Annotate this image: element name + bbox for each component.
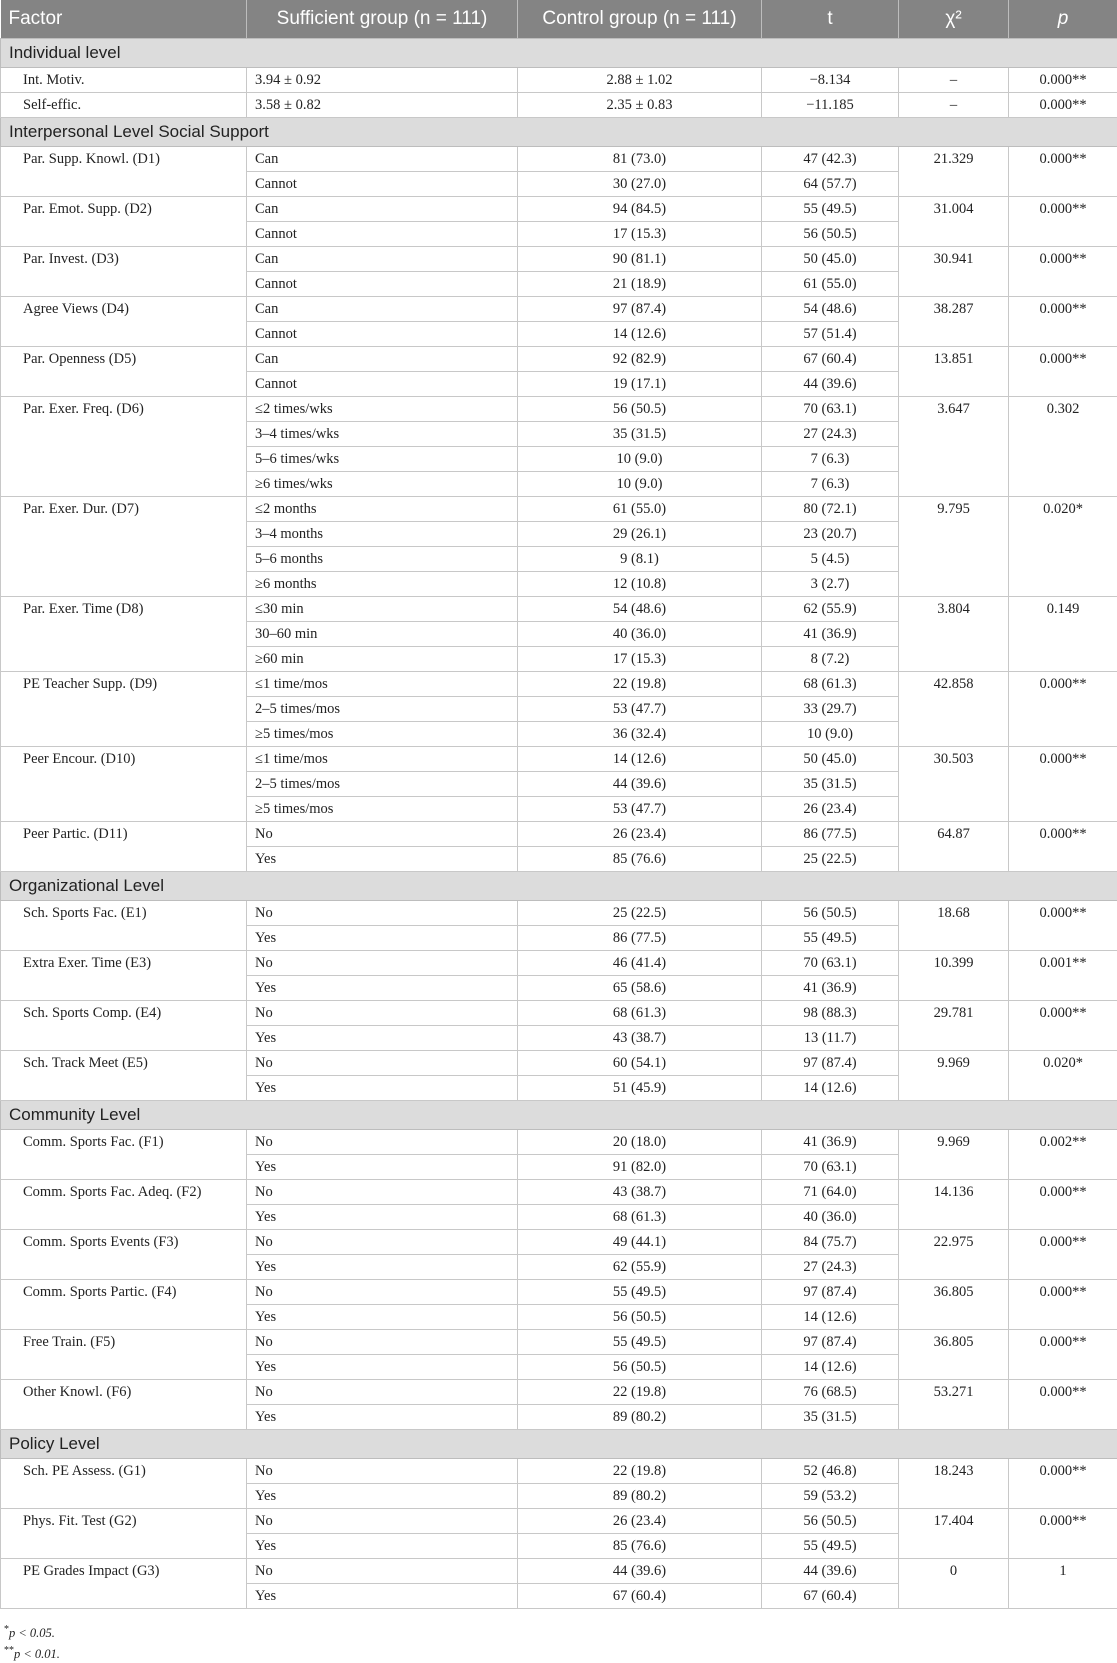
factor-name: Par. Exer. Dur. (D7) xyxy=(1,497,247,597)
category: Yes xyxy=(247,1155,518,1180)
chi2-value: 29.781 xyxy=(899,1001,1009,1051)
p-value: 0.000** xyxy=(1009,1509,1117,1559)
table-row xyxy=(1,597,1117,622)
footnote-2 xyxy=(4,1642,1117,1663)
table-row xyxy=(1,1330,1117,1355)
p-value: 0.000** xyxy=(1009,68,1117,93)
control-value: 67 (60.4) xyxy=(762,347,899,372)
category: Yes xyxy=(247,1584,518,1609)
p-value: 0.000** xyxy=(1009,197,1117,247)
category: Cannot xyxy=(247,322,518,347)
category: Yes xyxy=(247,1534,518,1559)
control-value: 26 (23.4) xyxy=(762,797,899,822)
sufficient-value: 36 (32.4) xyxy=(518,722,762,747)
p-value: 0.000** xyxy=(1009,1001,1117,1051)
control-value: 25 (22.5) xyxy=(762,847,899,872)
category: ≥5 times/mos xyxy=(247,722,518,747)
factor-name: Sch. Sports Fac. (E1) xyxy=(1,901,247,951)
sufficient-value: 81 (73.0) xyxy=(518,147,762,172)
section-title: Organizational Level xyxy=(1,872,1117,901)
p-value: 0.000** xyxy=(1009,1459,1117,1509)
table-row xyxy=(1,672,1117,697)
sufficient-value: 25 (22.5) xyxy=(518,901,762,926)
control-value: 86 (77.5) xyxy=(762,822,899,847)
factor-name: Par. Invest. (D3) xyxy=(1,247,247,297)
header-row xyxy=(1,0,1117,39)
category: ≤30 min xyxy=(247,597,518,622)
chi2-value: – xyxy=(899,68,1009,93)
control-value: 56 (50.5) xyxy=(762,901,899,926)
sufficient-value: 22 (19.8) xyxy=(518,672,762,697)
control-value: 55 (49.5) xyxy=(762,1534,899,1559)
category: 2–5 times/mos xyxy=(247,697,518,722)
sufficient-value: 65 (58.6) xyxy=(518,976,762,1001)
control-value: 44 (39.6) xyxy=(762,372,899,397)
sufficient-value: 20 (18.0) xyxy=(518,1130,762,1155)
category: ≥60 min xyxy=(247,647,518,672)
table-row xyxy=(1,197,1117,222)
chi2-value: 17.404 xyxy=(899,1509,1009,1559)
sufficient-value: 89 (80.2) xyxy=(518,1484,762,1509)
control-value: 41 (36.9) xyxy=(762,622,899,647)
sufficient-value: 68 (61.3) xyxy=(518,1205,762,1230)
factor-name: Extra Exer. Time (E3) xyxy=(1,951,247,1001)
factor-name: Comm. Sports Fac. (F1) xyxy=(1,1130,247,1180)
table-row xyxy=(1,901,1117,926)
table-row xyxy=(1,1459,1117,1484)
sufficient-value: 51 (45.9) xyxy=(518,1076,762,1101)
control-value: 70 (63.1) xyxy=(762,397,899,422)
sufficient-value: 68 (61.3) xyxy=(518,1001,762,1026)
section-title: Interpersonal Level Social Support xyxy=(1,118,1117,147)
control-value: 56 (50.5) xyxy=(762,222,899,247)
p-value: 0.000** xyxy=(1009,901,1117,951)
chi2-value: 3.804 xyxy=(899,597,1009,672)
category: Cannot xyxy=(247,272,518,297)
chi2-value: 18.243 xyxy=(899,1459,1009,1509)
control-value: 71 (64.0) xyxy=(762,1180,899,1205)
p-value: 0.000** xyxy=(1009,147,1117,197)
sufficient-value: 90 (81.1) xyxy=(518,247,762,272)
sufficient-value: 29 (26.1) xyxy=(518,522,762,547)
control-value: 98 (88.3) xyxy=(762,1001,899,1026)
sufficient-value: 56 (50.5) xyxy=(518,397,762,422)
table-row xyxy=(1,951,1117,976)
control-value: 70 (63.1) xyxy=(762,1155,899,1180)
header-factor: Factor xyxy=(1,0,247,39)
category: Yes xyxy=(247,1484,518,1509)
section-row xyxy=(1,39,1117,68)
category: No xyxy=(247,1280,518,1305)
category: No xyxy=(247,1001,518,1026)
table-row xyxy=(1,1280,1117,1305)
table-row xyxy=(1,147,1117,172)
table-row xyxy=(1,822,1117,847)
category: Can xyxy=(247,347,518,372)
control-value: 52 (46.8) xyxy=(762,1459,899,1484)
factor-name: Agree Views (D4) xyxy=(1,297,247,347)
chi2-value: 21.329 xyxy=(899,147,1009,197)
category: Yes xyxy=(247,1205,518,1230)
chi2-value: 14.136 xyxy=(899,1180,1009,1230)
category: No xyxy=(247,1509,518,1534)
table-row xyxy=(1,68,1117,93)
p-value: 0.000** xyxy=(1009,247,1117,297)
chi2-value: 53.271 xyxy=(899,1380,1009,1430)
p-value: 0.000** xyxy=(1009,747,1117,822)
chi2-value: 10.399 xyxy=(899,951,1009,1001)
t-value: −8.134 xyxy=(762,68,899,93)
control-value: 57 (51.4) xyxy=(762,322,899,347)
control-value: 13 (11.7) xyxy=(762,1026,899,1051)
sufficient-value: 56 (50.5) xyxy=(518,1355,762,1380)
category: 5–6 months xyxy=(247,547,518,572)
section-title: Individual level xyxy=(1,39,1117,68)
header-t: t xyxy=(762,0,899,39)
section-row xyxy=(1,1430,1117,1459)
sufficient-value: 35 (31.5) xyxy=(518,422,762,447)
control-value: 68 (61.3) xyxy=(762,672,899,697)
chi2-value: 9.795 xyxy=(899,497,1009,597)
sufficient-value: 54 (48.6) xyxy=(518,597,762,622)
category: 30–60 min xyxy=(247,622,518,647)
section-row xyxy=(1,872,1117,901)
factor-name: Par. Exer. Time (D8) xyxy=(1,597,247,672)
table-body xyxy=(1,39,1117,1609)
control-value: 62 (55.9) xyxy=(762,597,899,622)
category: No xyxy=(247,901,518,926)
p-value: 0.000** xyxy=(1009,1280,1117,1330)
header-p: p xyxy=(1009,0,1117,39)
table-row xyxy=(1,1180,1117,1205)
control-value: 55 (49.5) xyxy=(762,197,899,222)
category: Cannot xyxy=(247,172,518,197)
control-value: 14 (12.6) xyxy=(762,1076,899,1101)
category: No xyxy=(247,951,518,976)
category: ≥6 times/wks xyxy=(247,472,518,497)
sufficient-value: 14 (12.6) xyxy=(518,747,762,772)
control-value: 61 (55.0) xyxy=(762,272,899,297)
factor-name: Par. Emot. Supp. (D2) xyxy=(1,197,247,247)
category: Yes xyxy=(247,1305,518,1330)
control-value: 23 (20.7) xyxy=(762,522,899,547)
sufficient-value: 9 (8.1) xyxy=(518,547,762,572)
sufficient-value: 91 (82.0) xyxy=(518,1155,762,1180)
p-value: 0.002** xyxy=(1009,1130,1117,1180)
table-row xyxy=(1,397,1117,422)
control-value: 64 (57.7) xyxy=(762,172,899,197)
category: No xyxy=(247,1051,518,1076)
category: 5–6 times/wks xyxy=(247,447,518,472)
factor-name: Other Knowl. (F6) xyxy=(1,1380,247,1430)
chi2-value: 22.975 xyxy=(899,1230,1009,1280)
p-value: 0.000** xyxy=(1009,297,1117,347)
sufficient-value: 61 (55.0) xyxy=(518,497,762,522)
control-value: 27 (24.3) xyxy=(762,1255,899,1280)
sufficient-value: 14 (12.6) xyxy=(518,322,762,347)
t-value: −11.185 xyxy=(762,93,899,118)
sufficient-value: 60 (54.1) xyxy=(518,1051,762,1076)
p-value: 0.000** xyxy=(1009,1180,1117,1230)
factor-name: Free Train. (F5) xyxy=(1,1330,247,1380)
control-value: 7 (6.3) xyxy=(762,447,899,472)
factor-name: Par. Exer. Freq. (D6) xyxy=(1,397,247,497)
category: No xyxy=(247,1130,518,1155)
p-value: 0.302 xyxy=(1009,397,1117,497)
table-row xyxy=(1,347,1117,372)
category: Yes xyxy=(247,1076,518,1101)
factor-name: Comm. Sports Events (F3) xyxy=(1,1230,247,1280)
footnote-mark: ** xyxy=(4,1645,14,1657)
category: Yes xyxy=(247,976,518,1001)
p-value: 0.000** xyxy=(1009,347,1117,397)
table-row xyxy=(1,1380,1117,1405)
sufficient-value: 19 (17.1) xyxy=(518,372,762,397)
category: ≤2 months xyxy=(247,497,518,522)
table-row xyxy=(1,1130,1117,1155)
sufficient-value: 55 (49.5) xyxy=(518,1280,762,1305)
control-value: 33 (29.7) xyxy=(762,697,899,722)
footnote-text: p < 0.01. xyxy=(14,1647,60,1662)
chi2-value: 36.805 xyxy=(899,1330,1009,1380)
control-value: 41 (36.9) xyxy=(762,1130,899,1155)
control-value: 40 (36.0) xyxy=(762,1205,899,1230)
p-value: 0.000** xyxy=(1009,672,1117,747)
factor-name: Peer Partic. (D11) xyxy=(1,822,247,872)
sufficient-value: 49 (44.1) xyxy=(518,1230,762,1255)
factor-name: Comm. Sports Partic. (F4) xyxy=(1,1280,247,1330)
control-value: 70 (63.1) xyxy=(762,951,899,976)
category: Yes xyxy=(247,1026,518,1051)
category: Can xyxy=(247,147,518,172)
sufficient-value: 67 (60.4) xyxy=(518,1584,762,1609)
sufficient-value: 62 (55.9) xyxy=(518,1255,762,1280)
sufficient-value: 3.58 ± 0.82 xyxy=(247,93,518,118)
factor-name: Phys. Fit. Test (G2) xyxy=(1,1509,247,1559)
category: 3–4 times/wks xyxy=(247,422,518,447)
factor-name: Sch. PE Assess. (G1) xyxy=(1,1459,247,1509)
control-value: 8 (7.2) xyxy=(762,647,899,672)
category: No xyxy=(247,1559,518,1584)
category: ≤1 time/mos xyxy=(247,747,518,772)
category: Can xyxy=(247,197,518,222)
chi2-value: 0 xyxy=(899,1559,1009,1609)
p-value: 0.000** xyxy=(1009,93,1117,118)
table-row xyxy=(1,1230,1117,1255)
chi2-value: 38.287 xyxy=(899,297,1009,347)
category: No xyxy=(247,822,518,847)
sufficient-value: 12 (10.8) xyxy=(518,572,762,597)
sufficient-value: 17 (15.3) xyxy=(518,647,762,672)
control-value: 7 (6.3) xyxy=(762,472,899,497)
section-title: Policy Level xyxy=(1,1430,1117,1459)
sufficient-value: 94 (84.5) xyxy=(518,197,762,222)
category: Yes xyxy=(247,1405,518,1430)
factor-name: Int. Motiv. xyxy=(1,68,247,93)
table-row xyxy=(1,747,1117,772)
sufficient-value: 85 (76.6) xyxy=(518,847,762,872)
category: No xyxy=(247,1230,518,1255)
sufficient-value: 97 (87.4) xyxy=(518,297,762,322)
control-value: 54 (48.6) xyxy=(762,297,899,322)
sufficient-value: 3.94 ± 0.92 xyxy=(247,68,518,93)
control-value: 59 (53.2) xyxy=(762,1484,899,1509)
chi2-value: 30.941 xyxy=(899,247,1009,297)
chi2-value: 3.647 xyxy=(899,397,1009,497)
table-row xyxy=(1,497,1117,522)
category: Can xyxy=(247,297,518,322)
section-row xyxy=(1,1101,1117,1130)
sufficient-value: 85 (76.6) xyxy=(518,1534,762,1559)
section-title: Community Level xyxy=(1,1101,1117,1130)
sufficient-value: 22 (19.8) xyxy=(518,1459,762,1484)
control-value: 2.35 ± 0.83 xyxy=(518,93,762,118)
sufficient-value: 22 (19.8) xyxy=(518,1380,762,1405)
p-value: 0.020* xyxy=(1009,497,1117,597)
category: 2–5 times/mos xyxy=(247,772,518,797)
factor-name: Par. Openness (D5) xyxy=(1,347,247,397)
control-value: 27 (24.3) xyxy=(762,422,899,447)
control-value: 35 (31.5) xyxy=(762,1405,899,1430)
control-value: 84 (75.7) xyxy=(762,1230,899,1255)
factor-name: Sch. Sports Comp. (E4) xyxy=(1,1001,247,1051)
header-control: Control group (n = 111) xyxy=(518,0,762,39)
footnote-mark: * xyxy=(4,1624,9,1635)
table-row xyxy=(1,1509,1117,1534)
chi2-value: 31.004 xyxy=(899,197,1009,247)
control-value: 67 (60.4) xyxy=(762,1584,899,1609)
p-value: 1 xyxy=(1009,1559,1117,1609)
footnote-1 xyxy=(4,1621,1117,1642)
sufficient-value: 26 (23.4) xyxy=(518,822,762,847)
sufficient-value: 55 (49.5) xyxy=(518,1330,762,1355)
chi2-value: 64.87 xyxy=(899,822,1009,872)
category: ≥5 times/mos xyxy=(247,797,518,822)
control-value: 47 (42.3) xyxy=(762,147,899,172)
control-value: 14 (12.6) xyxy=(762,1355,899,1380)
chi2-value: 36.805 xyxy=(899,1280,1009,1330)
p-value: 0.000** xyxy=(1009,822,1117,872)
header-sufficient: Sufficient group (n = 111) xyxy=(247,0,518,39)
category: 3–4 months xyxy=(247,522,518,547)
category: Yes xyxy=(247,847,518,872)
sufficient-value: 53 (47.7) xyxy=(518,797,762,822)
control-value: 55 (49.5) xyxy=(762,926,899,951)
sufficient-value: 56 (50.5) xyxy=(518,1305,762,1330)
sufficient-value: 26 (23.4) xyxy=(518,1509,762,1534)
control-value: 44 (39.6) xyxy=(762,1559,899,1584)
table-row xyxy=(1,297,1117,322)
control-value: 3 (2.7) xyxy=(762,572,899,597)
p-value: 0.149 xyxy=(1009,597,1117,672)
p-value: 0.000** xyxy=(1009,1330,1117,1380)
control-value: 10 (9.0) xyxy=(762,722,899,747)
control-value: 35 (31.5) xyxy=(762,772,899,797)
control-value: 76 (68.5) xyxy=(762,1380,899,1405)
sufficient-value: 44 (39.6) xyxy=(518,1559,762,1584)
table-row xyxy=(1,247,1117,272)
chi2-value: 30.503 xyxy=(899,747,1009,822)
control-value: 2.88 ± 1.02 xyxy=(518,68,762,93)
chi2-value: 18.68 xyxy=(899,901,1009,951)
sufficient-value: 89 (80.2) xyxy=(518,1405,762,1430)
sufficient-value: 40 (36.0) xyxy=(518,622,762,647)
sufficient-value: 43 (38.7) xyxy=(518,1026,762,1051)
sufficient-value: 92 (82.9) xyxy=(518,347,762,372)
table-row xyxy=(1,93,1117,118)
factor-name: Par. Supp. Knowl. (D1) xyxy=(1,147,247,197)
control-value: 14 (12.6) xyxy=(762,1305,899,1330)
chi2-value: 9.969 xyxy=(899,1051,1009,1101)
sufficient-value: 10 (9.0) xyxy=(518,472,762,497)
section-row xyxy=(1,118,1117,147)
category: No xyxy=(247,1459,518,1484)
sufficient-value: 10 (9.0) xyxy=(518,447,762,472)
control-value: 56 (50.5) xyxy=(762,1509,899,1534)
control-value: 97 (87.4) xyxy=(762,1051,899,1076)
header-chi2: χ² xyxy=(899,0,1009,39)
sufficient-value: 46 (41.4) xyxy=(518,951,762,976)
category: ≤2 times/wks xyxy=(247,397,518,422)
p-value: 0.001** xyxy=(1009,951,1117,1001)
control-value: 41 (36.9) xyxy=(762,976,899,1001)
category: ≤1 time/mos xyxy=(247,672,518,697)
sufficient-value: 43 (38.7) xyxy=(518,1180,762,1205)
table-row xyxy=(1,1001,1117,1026)
factor-name: PE Teacher Supp. (D9) xyxy=(1,672,247,747)
p-value: 0.020* xyxy=(1009,1051,1117,1101)
table-row xyxy=(1,1559,1117,1584)
sufficient-value: 21 (18.9) xyxy=(518,272,762,297)
control-value: 50 (45.0) xyxy=(762,747,899,772)
chi2-value: 13.851 xyxy=(899,347,1009,397)
factor-name: Self-effic. xyxy=(1,93,247,118)
control-value: 97 (87.4) xyxy=(762,1280,899,1305)
p-value: 0.000** xyxy=(1009,1230,1117,1280)
chi2-value: 9.969 xyxy=(899,1130,1009,1180)
chi2-value: – xyxy=(899,93,1009,118)
control-value: 80 (72.1) xyxy=(762,497,899,522)
sufficient-value: 30 (27.0) xyxy=(518,172,762,197)
footnote-text: p < 0.05. xyxy=(9,1626,55,1641)
factor-name: PE Grades Impact (G3) xyxy=(1,1559,247,1609)
category: No xyxy=(247,1380,518,1405)
category: Can xyxy=(247,247,518,272)
category: Yes xyxy=(247,1255,518,1280)
category: Yes xyxy=(247,926,518,951)
sufficient-value: 44 (39.6) xyxy=(518,772,762,797)
control-value: 97 (87.4) xyxy=(762,1330,899,1355)
sufficient-value: 86 (77.5) xyxy=(518,926,762,951)
category: No xyxy=(247,1180,518,1205)
category: Cannot xyxy=(247,222,518,247)
category: Yes xyxy=(247,1355,518,1380)
factor-name: Peer Encour. (D10) xyxy=(1,747,247,822)
control-value: 50 (45.0) xyxy=(762,247,899,272)
control-value: 5 (4.5) xyxy=(762,547,899,572)
sufficient-value: 53 (47.7) xyxy=(518,697,762,722)
factor-name: Comm. Sports Fac. Adeq. (F2) xyxy=(1,1180,247,1230)
factor-name: Sch. Track Meet (E5) xyxy=(1,1051,247,1101)
category: No xyxy=(247,1330,518,1355)
category: Cannot xyxy=(247,372,518,397)
category: ≥6 months xyxy=(247,572,518,597)
chi2-value: 42.858 xyxy=(899,672,1009,747)
sufficient-value: 17 (15.3) xyxy=(518,222,762,247)
table-row xyxy=(1,1051,1117,1076)
p-value: 0.000** xyxy=(1009,1380,1117,1430)
